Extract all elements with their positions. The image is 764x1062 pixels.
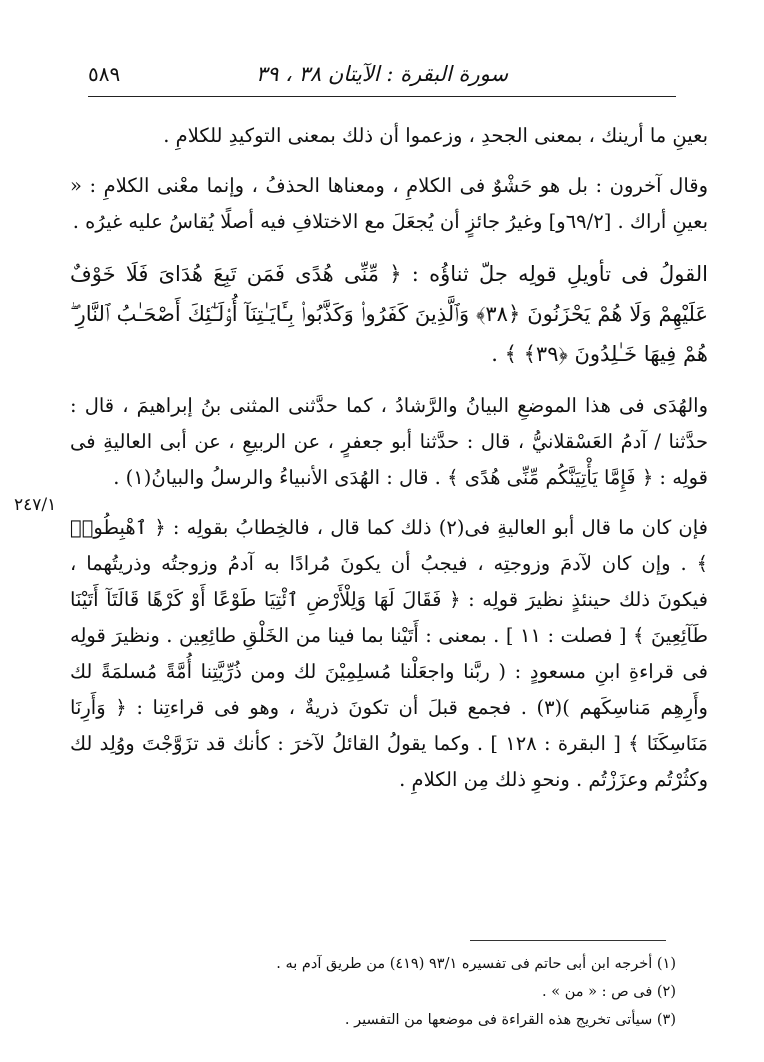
- manuscript-margin-reference: ٢٤٧/١: [14, 495, 57, 515]
- main-text: [70, 118, 708, 812]
- footnotes: [120, 950, 676, 1034]
- footnote-3: (٣) سيأتى تخريج هذه القراءة فى موضعها من التفسير .: [344, 1012, 676, 1028]
- page-header: [88, 56, 676, 92]
- footnote-1: (١) أخرجه ابن أبى حاتم فى تفسيره ٩٣/١ (٤١٩) من طريق آدم به .: [276, 956, 676, 972]
- page-number: ٥٨٩: [88, 62, 121, 86]
- footnote-2: (٢) فى ص : « من » .: [542, 984, 676, 1000]
- paragraph-4: والهُدَى فى هذا الموضعِ البيانُ والرَّشادُ ، كما حدَّثنى المثنى بنُ إبراهيمَ ، قال : حدَّثنا / آدمُ العَسْقلانيُّ ، قال : حدَّثنا أبو جعفرٍ ، عن الربيعِ ، عن أبى العاليةِ فى قولِه : ﴿ فَإِمَّا يَأْتِيَنَّكُم مِّنِّى هُدًى ﴾ . قال : الهُدَى الأنبياءُ والرسلُ والبيانُ(١) .: [70, 394, 708, 489]
- paragraph-5: فإن كان ما قال أبو العاليةِ فى(٢) ذلك كما قال ، فالخِطابُ بقولِه : ﴿ ٱهْبِطُوا۟ ﴾ . وإن كان لآدمَ وزوجتِه ، فيجبُ أن يكونَ مُرادًا به آدمُ وزوجتُه وذريتُهما ، فيكونَ ذلك حينئذٍ نظيرَ قولِه : ﴿ فَقَالَ لَهَا وَلِلْأَرْضِ ٱئْتِيَا طَوْعًا أَوْ كَرْهًا قَالَتَآ أَتَيْنَا طَآئِعِينَ ﴾ [ فصلت : ١١ ] . بمعنى : أَتَيْنا بما فينا من الخَلْقِ طائِعِين . ونظيرَ قولِه فى قراءةِ ابنِ مسعودٍ : ( ربَّنا واجعَلْنا مُسلِمِيْنَ لك ومن ذُرِّيَّتِنا أُمَّةً مُسلمَةً لك وأَرِهِم مَناسِكَهم )(٣) . فجمع قبلَ أن تكونَ ذريةٌ ، وهو فى قراءتِنا : ﴿ وَأَرِنَا مَنَاسِكَنَا ﴾ [ البقرة : ١٢٨ ] . وكما يقولُ القائلُ لآخرَ : كأنك قد تزَوَّجْتَ ووُلِد لك وكثُرْتُم وعزَزْتُم . ونحوِ ذلك مِن الكلامِ .: [70, 516, 708, 791]
- paragraph-2: وقال آخرون : بل هو حَشْوٌ فى الكلامِ ، ومعناها الحذفُ ، وإنما معْنى الكلامِ : « بعينِ أراك . [٦٩/٢و] وغيرُ جائزٍ أن يُجعَلَ مع الاختلافِ فيه أصلًا يُقاسُ عليه غيرُه .: [70, 174, 708, 233]
- running-title: سورة البقرة : الآيتان ٣٨ ، ٣٩: [255, 62, 509, 86]
- paragraph-1: بعينِ ما أرينك ، بمعنى الجحدِ ، وزعموا أن ذلك بمعنى التوكيدِ للكلامِ .: [163, 124, 708, 147]
- footnote-divider: [470, 940, 666, 941]
- paragraph-3-verse-heading: القولُ فى تأويلِ قولِه جلّ ثناؤُه : ﴿ مِّنِّى هُدًى فَمَن تَبِعَ هُدَاىَ فَلَا خَوْفٌ عَلَيْهِمْ وَلَا هُمْ يَحْزَنُونَ ﴿٣٨﴾ وَٱلَّذِينَ كَفَرُوا۟ وَكَذَّبُوا۟ بِـَٔايَـٰتِنَآ أُو۟لَـٰٓئِكَ أَصْحَـٰبُ ٱلنَّارِ ۖ هُمْ فِيهَا خَـٰلِدُونَ ﴿٣٩﴾ ﴾ .: [70, 262, 708, 366]
- header-divider: [88, 96, 676, 97]
